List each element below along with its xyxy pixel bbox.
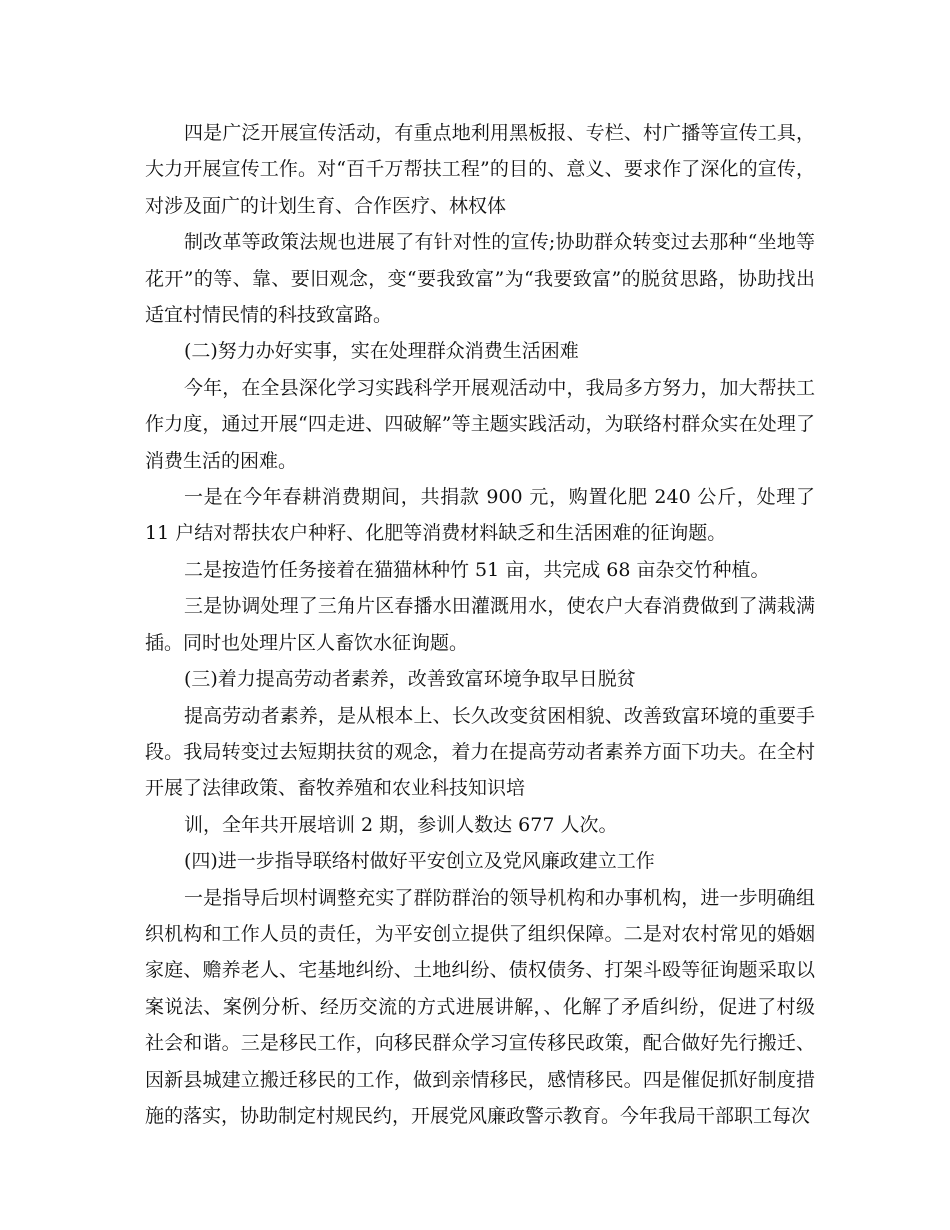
paragraph-bamboo-planting: 二是按造竹任务接着在猫猫林种竹 51 亩，共完成 68 亩杂交竹种植。: [183, 558, 770, 581]
paragraph-publicity: 四是广泛开展宣传活动，有重点地利用黑板报、专栏、村广播等宣传工具，大力开展宣传工作。对“百千万帮扶工程”的目的、意义、要求作了深化的宣传，对涉及面广的计划生育、合作医疗、林权体: [145, 122, 815, 217]
section-heading-3: (三)着力提高劳动者素养，改善致富环境争取早日脱贫: [183, 668, 636, 691]
paragraph-practice-activities: 今年，在全县深化学习实践科学开展观活动中，我局多方努力，加大帮扶工作力度，通过开展“四走进、四破解”等主题实践活动，为联络村群众实在处理了消费生活的困难。: [145, 376, 815, 472]
section-heading-2: (二)努力办好实事，实在处理群众消费生活困难: [183, 340, 579, 363]
paragraph-irrigation: 三是协调处理了三角片区春播水田灌溉用水，使农户大春消费做到了满栽满插。同时也处理片区人畜饮水征询题。: [145, 595, 815, 654]
section-heading-4: (四)进一步指导联络村做好平安创立及党风廉政建立工作: [183, 850, 655, 873]
paragraph-spring-donation: 一是在今年春耕消费期间，共捐款 900 元，购置化肥 240 公斤，处理了 11 户结对帮扶农户种籽、化肥等消费材料缺乏和生活困难的征询题。: [145, 486, 815, 545]
paragraph-safety-integrity: 一是指导后坝村调整充实了群防群治的领导机构和办事机构，进一步明确组织机构和工作人员的责任，为平安创立提供了组织保障。二是对农村常见的婚姻家庭、赡养老人、宅基地纠纷、土地纠纷、债权债务、打架斗殴等征询题采取以案说法、案例分析、经历交流的方式进展讲解，、化解了矛盾纠纷，促进了村级社会和谐。三是移民工作，向移民群众学习宣传移民政策，配合做好先行搬迁、因新县城建立搬迁移民的工作，做到亲情移民，感情移民。四是催促抓好制度措施的落实，协助制定村规民约，开展党风廉政警示教育。今年我局干部职工每次: [145, 886, 815, 1127]
paragraph-policy-reform: 制改革等政策法规也进展了有针对性的宣传;协助群众转变过去那种“坐地等花开”的等、靠、要旧观念，变“要我致富”为“我要致富”的脱贫思路，协助找出适宜村情民情的科技致富路。: [145, 231, 815, 327]
paragraph-worker-quality: 提高劳动者素养，是从根本上、长久改变贫困相貌、改善致富环境的重要手段。我局转变过去短期扶贫的观念，着力在提高劳动者素养方面下功夫。在全村开展了法律政策、畜牧养殖和农业科技知识培: [145, 704, 815, 800]
document-body: [145, 115, 815, 1134]
paragraph-training: 训，全年共开展培训 2 期，参训人数达 677 人次。: [183, 813, 618, 836]
